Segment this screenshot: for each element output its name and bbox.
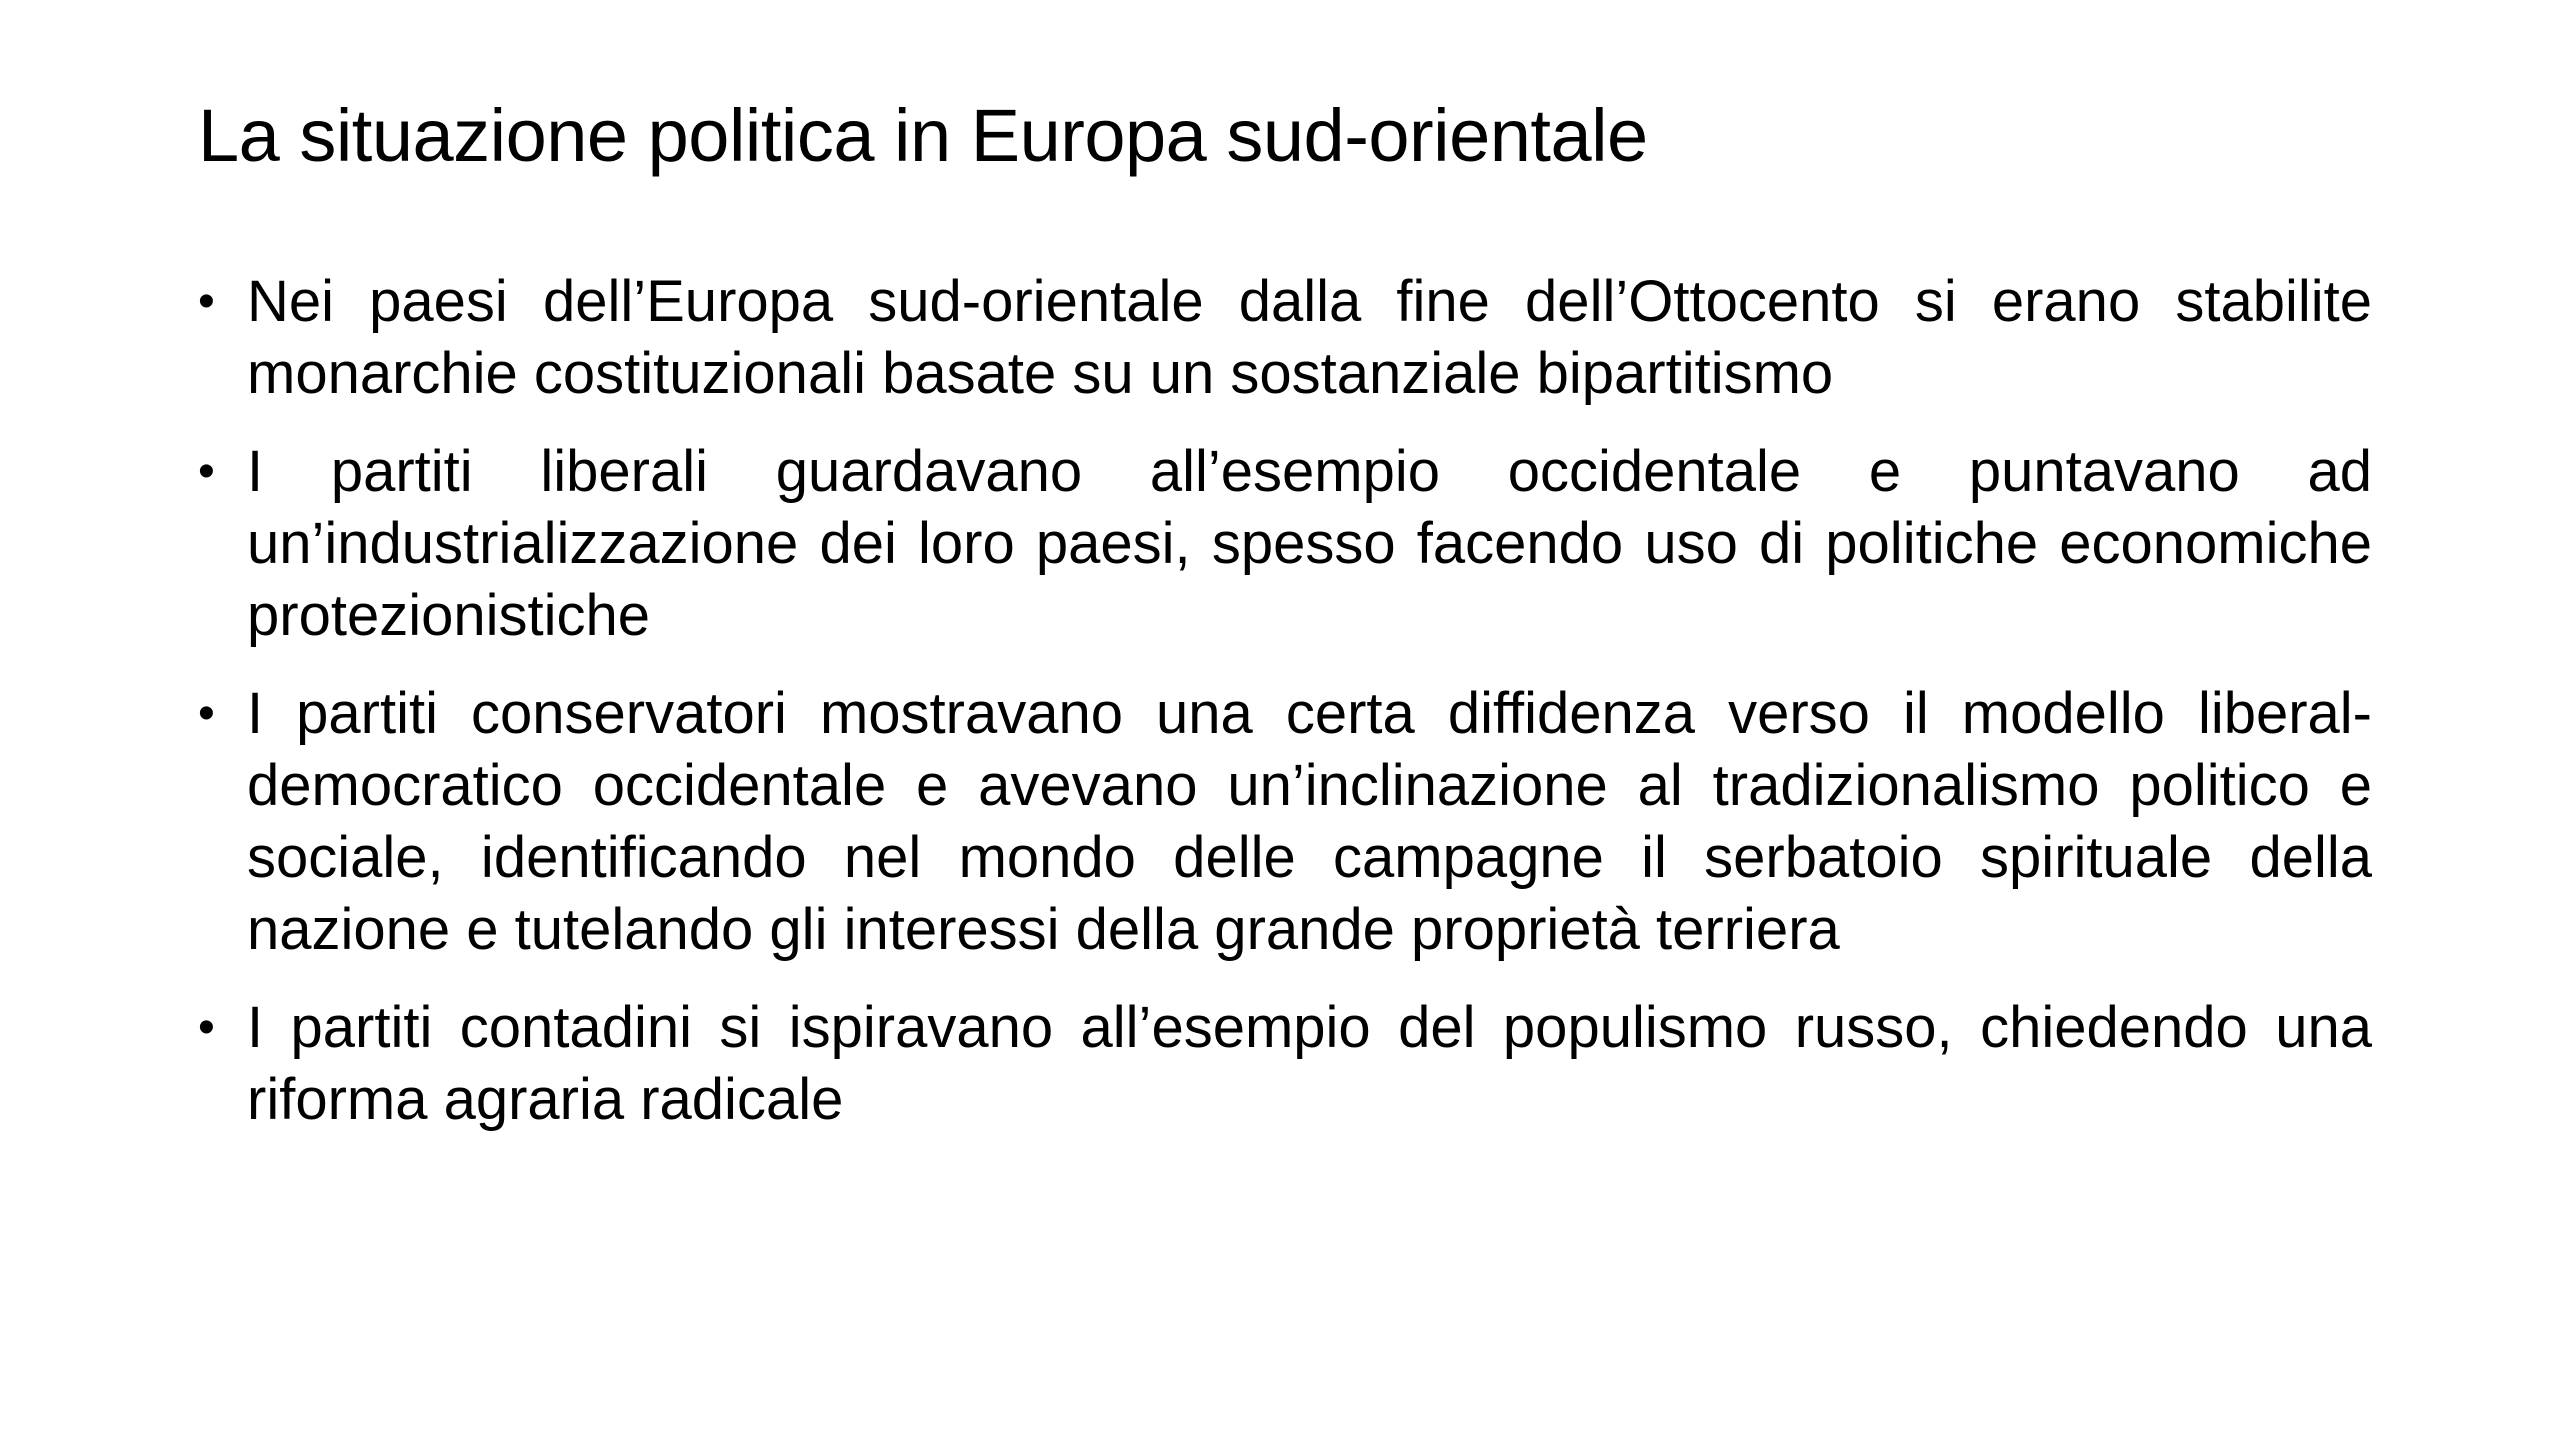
bullet-icon: • — [198, 1001, 215, 1054]
bullet-item — [198, 992, 2372, 1136]
bullet-text: Nei paesi dell’Europa sud-orientale dalla fine dell’Ottocento si erano stabilite monarchie costituzionali basate su un sostanziale bipartitismo — [247, 269, 2372, 406]
bullet-text: I partiti conservatori mostravano una certa diffidenza verso il modello liberal-democratico occidentale e avevano un’inclinazione al tradizionalismo politico e sociale, identificando nel mondo delle campagne il serbatoio spirituale della nazione e tutelando gli interessi della grande proprietà terriera — [247, 681, 2372, 962]
bullet-item — [198, 436, 2372, 652]
bullet-list — [198, 266, 2372, 1162]
bullet-text: I partiti liberali guardavano all’esempio occidentale e puntavano ad un’industrializzazione dei loro paesi, spesso facendo uso di politiche economiche protezionistiche — [247, 439, 2372, 648]
bullet-icon: • — [198, 445, 215, 498]
bullet-icon: • — [198, 275, 215, 328]
slide-title: La situazione politica in Europa sud-orientale — [198, 94, 1648, 177]
bullet-text: I partiti contadini si ispiravano all’esempio del populismo russo, chiedendo una riforma agraria radicale — [247, 995, 2372, 1132]
bullet-item — [198, 266, 2372, 410]
bullet-icon: • — [198, 687, 215, 740]
bullet-item — [198, 678, 2372, 966]
